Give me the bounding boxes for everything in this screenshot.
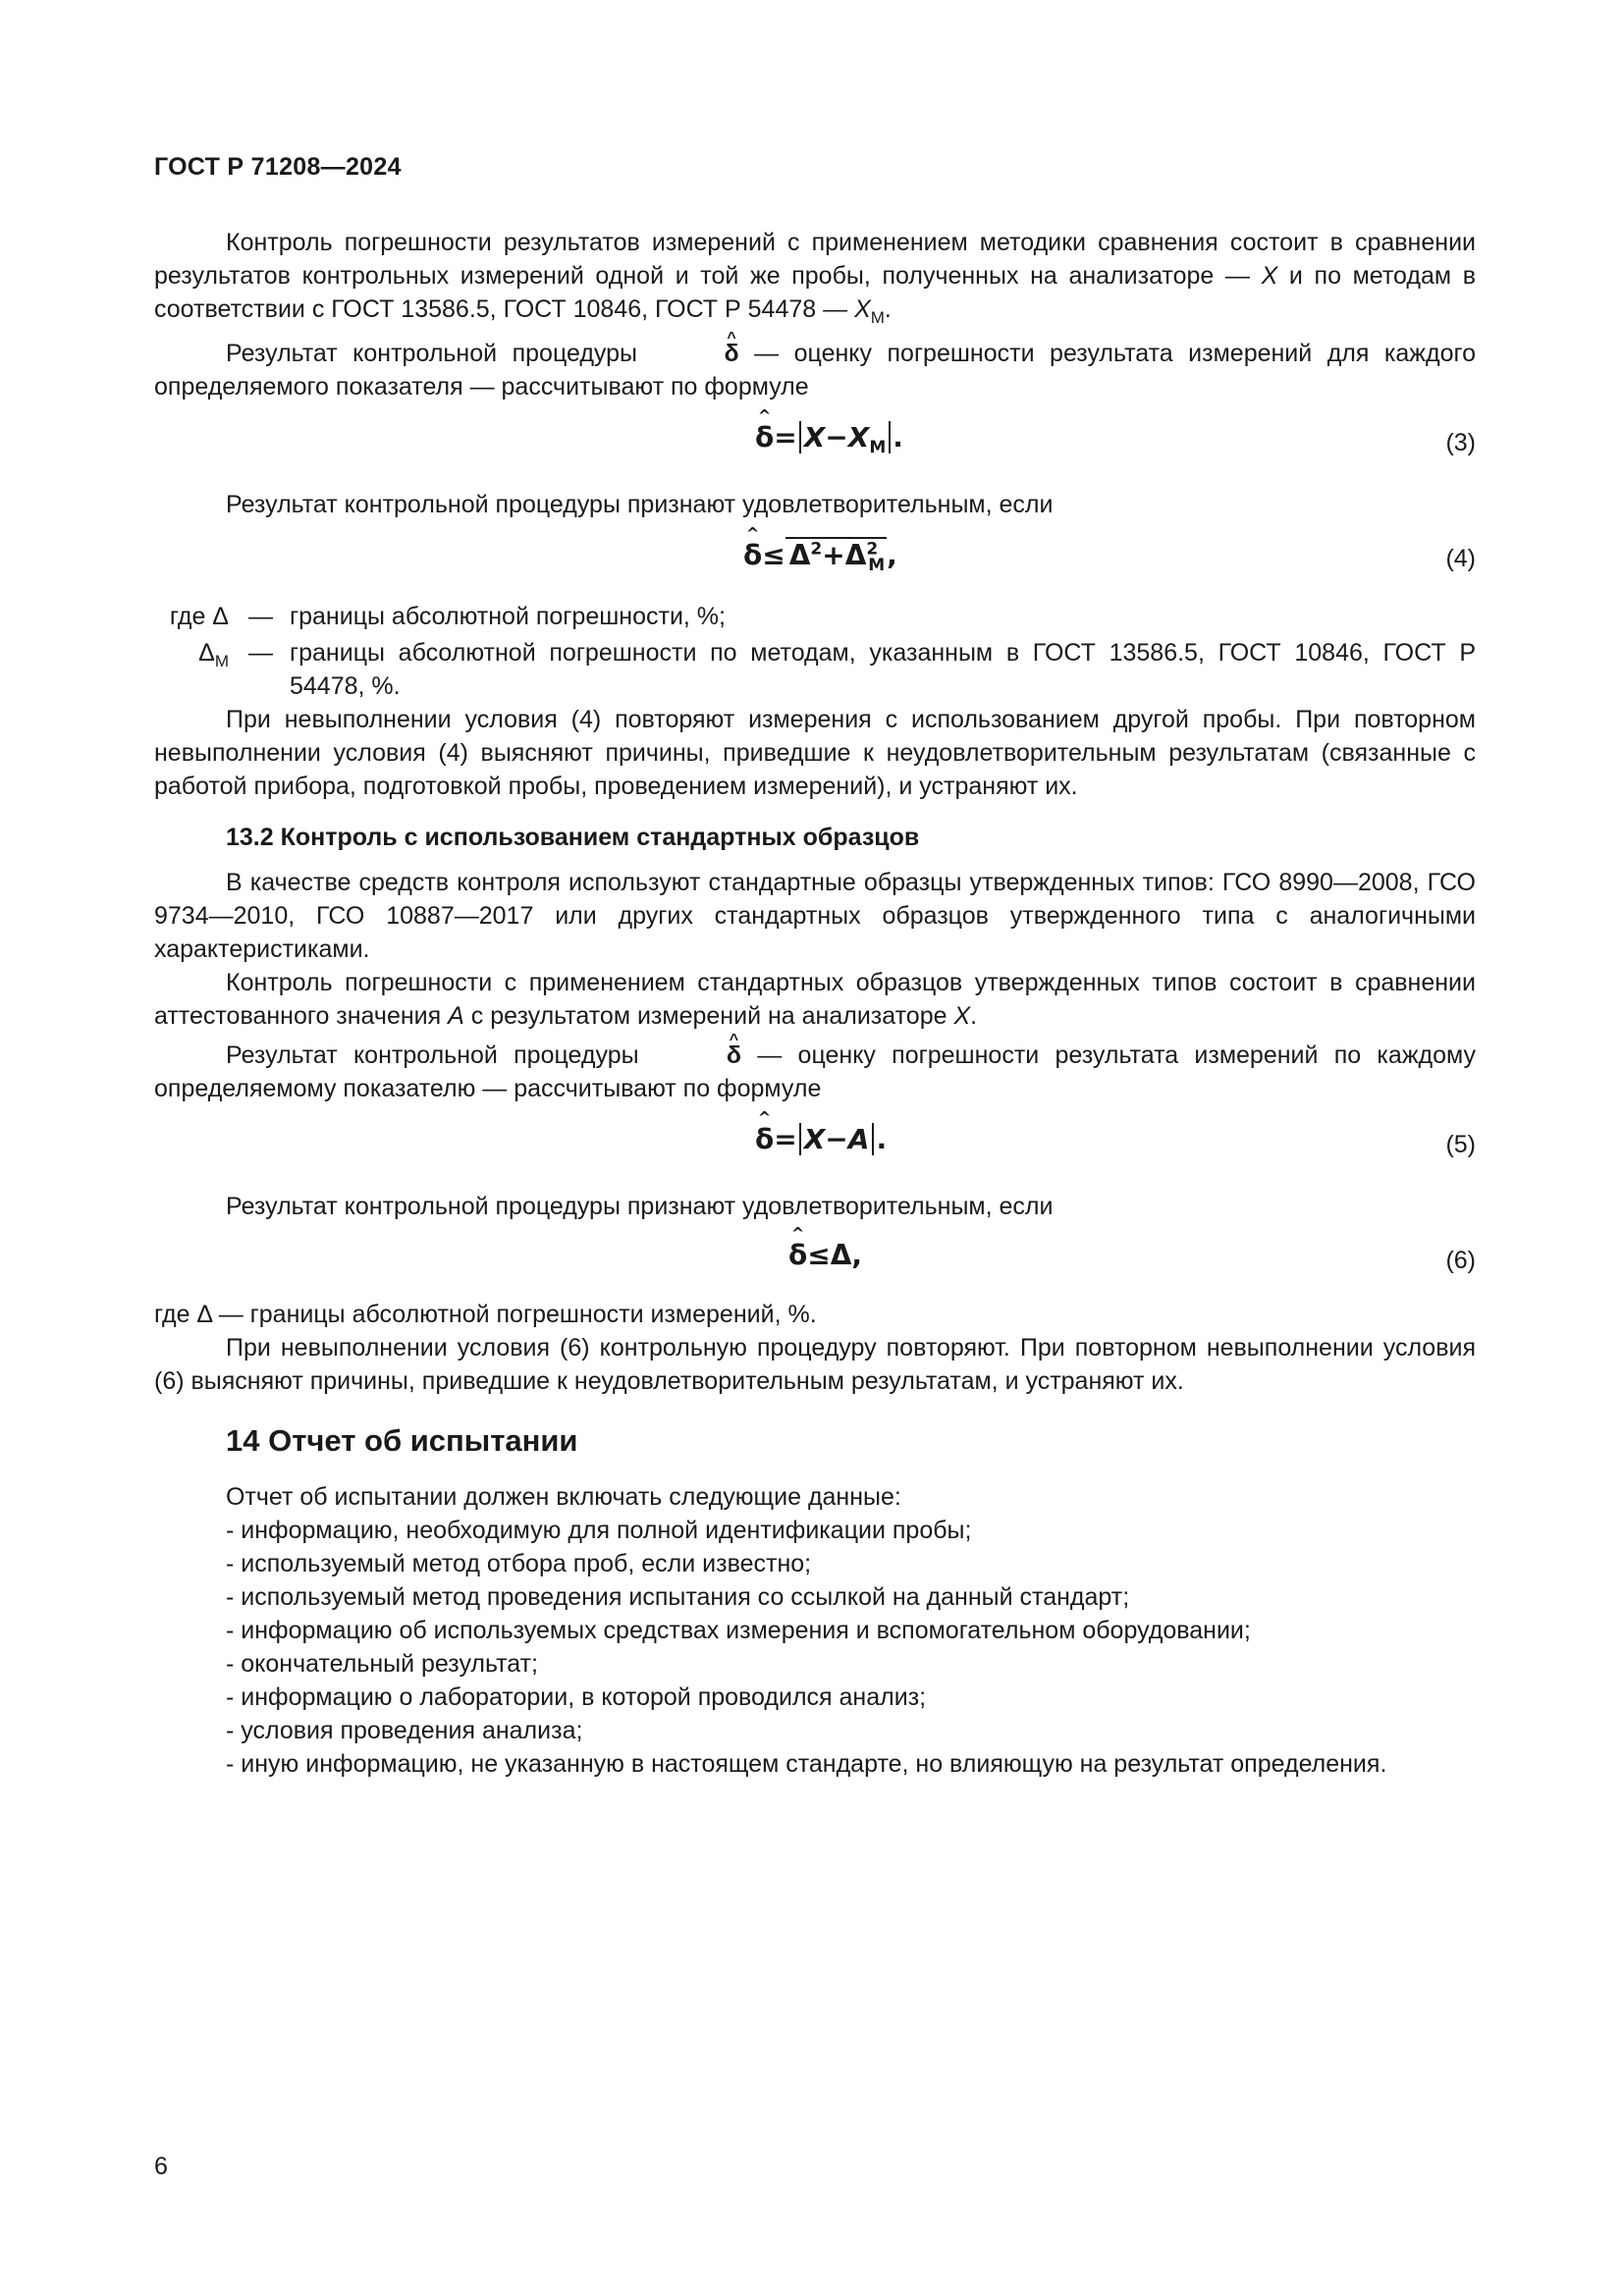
formula-3: ^ $\delta= X-X_М$ . (3) <box>154 409 1476 478</box>
formula-5-number: (5) <box>1445 1131 1476 1158</box>
formula-6-number: (6) <box>1445 1247 1476 1274</box>
report-items-list <box>154 1514 1476 1781</box>
formula-4-number: (4) <box>1445 545 1476 572</box>
section-14-heading: 14 Отчет об испытании <box>226 1423 578 1458</box>
list-item: - используемый метод отбора проб, если известно; <box>226 1550 812 1577</box>
list-item: - условия проведения анализа; <box>226 1717 583 1744</box>
where-row-delta: где Δ — границы абсолютной погрешности, %; <box>169 603 726 630</box>
page-number: 6 <box>154 2153 168 2180</box>
formula-3-number: (3) <box>1445 429 1476 456</box>
paragraph-control-result: Результат контрольной процедуры ^ δ — оценку погрешности результата измерений для каждого определяемого показателя — рассчитывают по формуле <box>154 337 1476 403</box>
where-block-1 <box>154 600 1476 703</box>
paragraph-repeat-measurements: При невыполнении условия (4) повторяют измерения с использованием другой пробы. При повторном невыполнении условия (4) выясняют причины, приведшие к неудовлетворительным результатам (связанные с работой прибора, подготовкой пробы, проведением измерений), и устраняют их. <box>154 706 1476 800</box>
where-row-delta-m: $\Delta_М$ — границы абсолютной погрешности по методам, указанным в ГОСТ 13586.5, ГОСТ 10846, ГОСТ Р 54478, %. <box>198 639 1476 700</box>
paragraph-satisfactory-condition-2: Результат контрольной процедуры признают удовлетворительным, если <box>226 1193 1054 1220</box>
formula-6: ^ δ≤Δ, (6) <box>154 1227 1476 1296</box>
subsection-13-2-heading: 13.2 Контроль с использованием стандартных образцов <box>226 824 920 851</box>
paragraph-report-intro: Отчет об испытании должен включать следующие данные: <box>226 1483 901 1511</box>
formula-4: ^ $\delta\le \Delta^2+\Delta^2_М$, (4) <box>154 525 1476 594</box>
document-header: ГОСТ Р 71208—2024 <box>154 153 402 181</box>
list-item: - иную информацию, не указанную в настоящем стандарте, но влияющую на результат определения. <box>226 1750 1387 1778</box>
delta-hat-symbol: ^ δ <box>653 337 739 370</box>
formula-5: ^ δ= X−A . (5) <box>154 1111 1476 1180</box>
page-content <box>154 226 1476 1781</box>
paragraph-reference-comparison: Контроль погрешности с применением стандартных образцов утвержденных типов состоит в сравнении аттестованного значения А с результатом измерений на анализаторе X. <box>154 969 1476 1030</box>
sqrt-symbol: $\Delta^2+\Delta^2_М$ <box>785 537 887 575</box>
list-item: - информацию, необходимую для полной идентификации пробы; <box>226 1517 972 1544</box>
paragraph-repeat-procedure: При невыполнении условия (6) контрольную процедуру повторяют. При повторном невыполнении условия (6) выясняют причины, приведшие к неудовлетворительным результатам, и устраняют их. <box>154 1334 1476 1395</box>
where-block-2: где Δ — границы абсолютной погрешности измерений, %. <box>154 1301 817 1328</box>
list-item: - информацию о лаборатории, в которой проводился анализ; <box>226 1683 927 1711</box>
paragraph-control-result-2: Результат контрольной процедуры ^ δ — оценку погрешности результата измерений по каждому определяемому показателю — рассчитывают по формуле <box>154 1039 1476 1105</box>
list-item: - используемый метод проведения испытания со ссылкой на данный стандарт; <box>226 1583 1130 1611</box>
formula-3-lhs: ^ δ <box>755 421 774 454</box>
paragraph-satisfactory-condition-1: Результат контрольной процедуры признают удовлетворительным, если <box>226 491 1054 518</box>
list-item: - окончательный результат; <box>226 1650 538 1678</box>
paragraph-comparison-method: Контроль погрешности результатов измерений с применением методики сравнения состоит в сравнении результатов контрольных измерений одной и той же пробы, полученных на анализаторе — X и по методам в соответствии с ГОСТ 13586.5, ГОСТ 10846, ГОСТ Р 54478 — $X_М$. <box>154 229 1476 327</box>
list-item: - информацию об используемых средствах измерения и вспомогательном оборудовании; <box>226 1617 1251 1644</box>
paragraph-reference-materials: В качестве средств контроля используют стандартные образцы утвержденных типов: ГСО 8990—2008, ГСО 9734—2010, ГСО 10887—2017 или других стандартных образцов утвержденного типа с аналогичными характеристиками. <box>154 869 1476 963</box>
